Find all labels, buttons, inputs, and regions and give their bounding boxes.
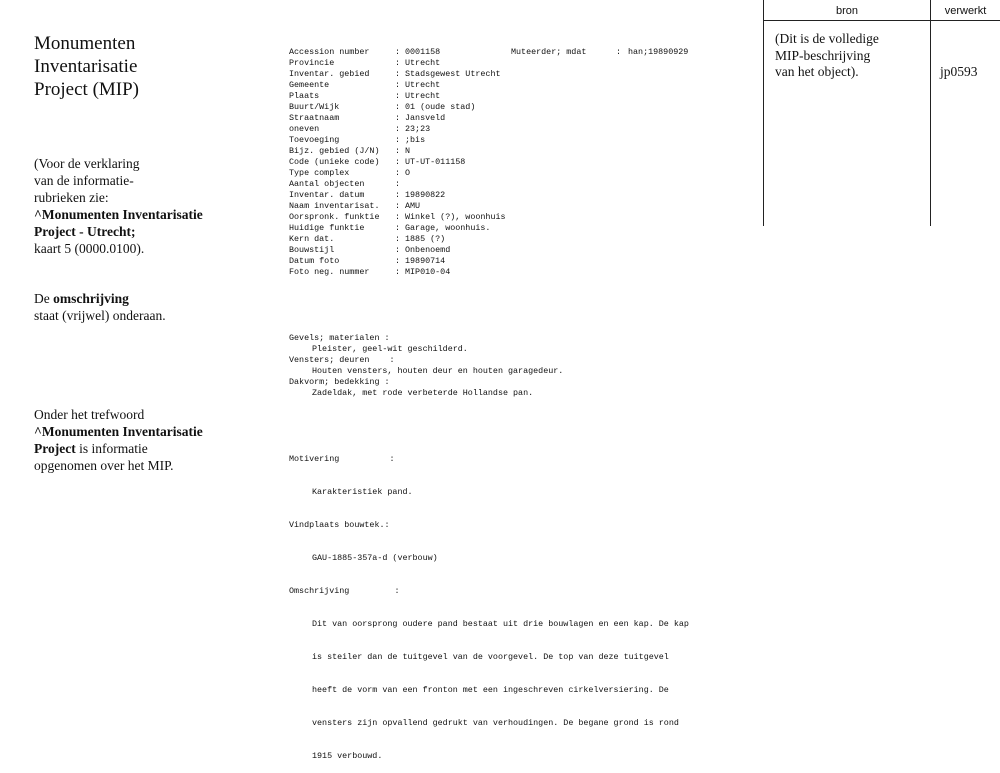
record-field-row (289, 245, 744, 256)
field-value: Utrecht (405, 58, 441, 68)
source-note (775, 31, 925, 81)
record-field-row (289, 168, 744, 179)
field-label: Provincie (289, 58, 335, 68)
field-separator: : (395, 256, 401, 266)
field-separator: : (395, 80, 401, 90)
field-value: Onbenoemd (405, 245, 451, 255)
table-header-rule (763, 20, 1000, 21)
record-field-row (289, 69, 744, 80)
field-separator: : (395, 135, 401, 145)
explanation-note (34, 155, 254, 257)
record-field-row (289, 201, 744, 212)
note-prefix: De (34, 291, 54, 306)
field-label: Type complex (289, 168, 350, 178)
table-divider (763, 0, 764, 226)
field-separator: : (395, 179, 401, 189)
record-field-row (289, 212, 744, 223)
field-separator: : (395, 47, 401, 57)
motivering-heading: Motivering : (289, 454, 395, 464)
field-separator: : (395, 146, 401, 156)
field-value: 0001158 (405, 47, 441, 57)
field-separator: : (395, 201, 401, 211)
field-label: oneven (289, 124, 320, 134)
record-field-row (289, 47, 744, 58)
field-separator: : (395, 102, 401, 112)
field-value: 23;23 (405, 124, 431, 134)
field-label: Naam inventarisat. (289, 201, 380, 211)
keyword-note (34, 406, 254, 474)
field-separator: : (395, 234, 401, 244)
reference-link[interactable]: ^Monumenten Inventarisatie (34, 424, 203, 439)
field-separator: : (395, 58, 401, 68)
field-label: Inventar. datum (289, 190, 365, 200)
field-value: UT-UT-011158 (405, 157, 466, 167)
field-value: 19890822 (405, 190, 446, 200)
omschrijving-line: heeft de vorm van een fronton met een ingeschreven cirkelversiering. De (312, 685, 669, 695)
field-separator: : (395, 168, 401, 178)
field-label: Huidige funktie (289, 223, 365, 233)
record-field-row (289, 157, 744, 168)
source-note-line: MIP-beschrijving (775, 47, 871, 63)
reference-link[interactable]: Project (34, 441, 76, 456)
field-separator: : (395, 223, 401, 233)
omschrijving-line: vensters zijn opvallend gedrukt van verhoudingen. De begane grond is rond (312, 718, 679, 728)
note-line: rubrieken zie: (34, 190, 109, 205)
column-header-bron: bron (835, 5, 859, 17)
processed-code: jp0593 (940, 64, 978, 79)
title-line-2: Inventarisatie (34, 56, 138, 77)
field-value: Garage, woonhuis. (405, 223, 491, 233)
field-label: Gemeente (289, 80, 330, 90)
field-value: 19890714 (405, 256, 446, 266)
note-line: kaart 5 (0000.0100). (34, 241, 145, 256)
description-note (34, 290, 254, 324)
field-label: Buurt/Wijk (289, 102, 340, 112)
field-label: Inventar. gebied (289, 69, 370, 79)
record-field-row (289, 113, 744, 124)
note-text: is informatie (75, 441, 148, 456)
omschrijving-line: is steiler dan de tuitgevel van de voorgevel. De top van deze tuitgevel (312, 652, 669, 662)
mutator-label: Muteerder; mdat (511, 47, 587, 57)
note-line: opgenomen over het MIP. (34, 458, 174, 473)
field-label: Bouwstijl (289, 245, 335, 255)
omschrijving-line: Dit van oorsprong oudere pand bestaat uit drie bouwlagen en een kap. De kap (312, 619, 689, 629)
record-field-row (289, 256, 744, 267)
record-field-row (289, 135, 744, 146)
field-separator: : (395, 157, 401, 167)
field-separator: : (395, 245, 401, 255)
field-separator: : (616, 47, 622, 57)
field-value: Utrecht (405, 80, 441, 90)
reference-link[interactable]: ^Monumenten Inventarisatie (34, 207, 203, 222)
field-value: 1885 (?) (405, 234, 446, 244)
vindplaats-heading: Vindplaats bouwtek.: (289, 520, 390, 530)
field-label: Plaats (289, 91, 320, 101)
record-field-row (289, 91, 744, 102)
record-field-row (289, 124, 744, 135)
mip-record (289, 25, 744, 773)
field-label: Oorspronk. funktie (289, 212, 380, 222)
field-value: MIP010-04 (405, 267, 451, 277)
note-line: van de informatie- (34, 173, 134, 188)
field-value: ;bis (405, 135, 426, 145)
source-note-line: (Dit is de volledige (775, 31, 879, 46)
section-text: Zadeldak, met rode verbeterde Hollandse pan. (312, 388, 534, 398)
field-separator: : (395, 113, 401, 123)
field-label: Kern dat. (289, 234, 335, 244)
title-line-3: Project (MIP) (34, 79, 140, 100)
field-value: Jansveld (405, 113, 446, 123)
note-line: staat (vrijwel) onderaan. (34, 308, 166, 323)
section-heading: Dakvorm; bedekking : (289, 377, 390, 387)
source-note-line: van het object). (775, 64, 859, 79)
field-label: Code (unieke code) (289, 157, 380, 167)
field-value: N (405, 146, 411, 156)
section-heading: Vensters; deuren : (289, 355, 395, 365)
record-field-row (289, 190, 744, 201)
column-header-verwerkt: verwerkt (944, 5, 987, 17)
omschrijving-heading: Omschrijving : (289, 586, 400, 596)
record-field-row (289, 179, 744, 190)
section-heading: Gevels; materialen : (289, 333, 390, 343)
field-label: Datum foto (289, 256, 340, 266)
record-field-row (289, 223, 744, 234)
field-label: Toevoeging (289, 135, 340, 145)
mutator-value: han;19890929 (628, 47, 689, 57)
section-text: Pleister, geel-wit geschilderd. (312, 344, 468, 354)
motivering-text: Karakteristiek pand. (312, 487, 413, 497)
vindplaats-text: GAU-1885-357a-d (verbouw) (312, 553, 438, 563)
title-line-1: Monumenten (34, 33, 136, 54)
note-bold: omschrijving (53, 291, 129, 306)
field-separator: : (395, 267, 401, 277)
record-field-row (289, 146, 744, 157)
field-label: Accession number (289, 47, 370, 57)
note-line: (Voor de verklaring (34, 156, 140, 171)
field-label: Straatnaam (289, 113, 340, 123)
field-separator: : (395, 91, 401, 101)
field-value: AMU (405, 201, 421, 211)
field-separator: : (395, 190, 401, 200)
field-value: Stadsgewest Utrecht (405, 69, 501, 79)
field-value: O (405, 168, 411, 178)
reference-link[interactable]: Project - Utrecht; (34, 224, 136, 239)
field-label: Aantal objecten (289, 179, 365, 189)
field-separator: : (395, 69, 401, 79)
field-value: 01 (oude stad) (405, 102, 476, 112)
record-field-row (289, 102, 744, 113)
field-label: Foto neg. nummer (289, 267, 370, 277)
field-label: Bijz. gebied (J/N) (289, 146, 380, 156)
field-value: Utrecht (405, 91, 441, 101)
note-line: Onder het trefwoord (34, 407, 145, 422)
record-field-row (289, 58, 744, 69)
field-separator: : (395, 212, 401, 222)
record-field-row (289, 80, 744, 91)
field-separator: : (395, 124, 401, 134)
record-field-row (289, 267, 744, 278)
omschrijving-line: 1915 verbouwd. (312, 751, 383, 761)
field-value: Winkel (?), woonhuis (405, 212, 506, 222)
page-title (34, 32, 254, 101)
table-divider (930, 0, 931, 226)
record-field-row (289, 234, 744, 245)
section-text: Houten vensters, houten deur en houten garagedeur. (312, 366, 564, 376)
